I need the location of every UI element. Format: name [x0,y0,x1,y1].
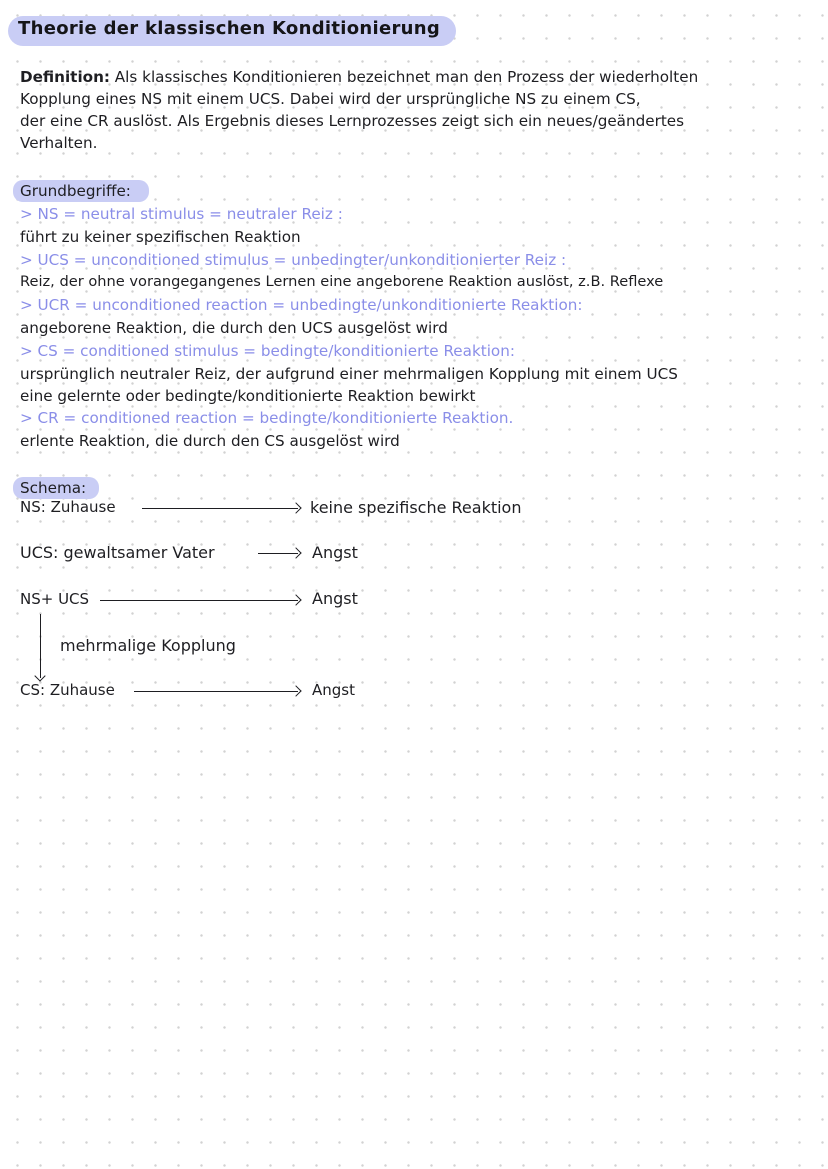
definition-text-1: Als klassisches Konditionieren bezeichnet man den Prozess der wiederholten [114,68,699,86]
schema-row-4-right: Angst [312,681,355,699]
schema-row-1-left: NS: Zuhause [20,498,116,516]
term-ucs-body: Reiz, der ohne vorangegangenes Lernen eine angeborene Reaktion auslöst, z.B. Reflexe [20,273,664,290]
term-cr-body: erlente Reaktion, die durch den CS ausgelöst wird [20,432,400,450]
definition-line-1 [20,67,698,87]
arrow-row-3 [100,600,298,601]
kopplung-label: mehrmalige Kopplung [60,636,236,655]
definition-line-3: der eine CR auslöst. Als Ergebnis dieses Lernprozesses zeigt sich ein neues/geändertes [20,112,685,130]
arrow-row-4 [134,691,298,692]
term-ns-head: > NS = neutral stimulus = neutraler Reiz : [20,205,343,223]
term-cs-head: > CS = conditioned stimulus = bedingte/konditionierte Reaktion: [20,342,515,360]
term-cs-body-1: ursprünglich neutraler Reiz, der aufgrund einer mehrmaligen Kopplung mit einem UCS [20,365,678,383]
term-ucr-head: > UCR = unconditioned reaction = unbedingte/unkonditionierte Reaktion: [20,296,583,314]
schema-row-2-right: Angst [312,543,358,562]
definition-line-2: Kopplung eines NS mit einem UCS. Dabei wird der ursprüngliche NS zu einem CS, [20,90,641,108]
page-title: Theorie der klassischen Konditionierung [18,18,441,39]
definition-label: Definition: [20,68,110,86]
term-ns-body: führt zu keiner spezifischen Reaktion [20,228,301,246]
grundbegriffe-label: Grundbegriffe: [20,182,131,200]
schema-row-3-right: Angst [312,589,358,608]
arrow-row-1 [142,508,298,509]
schema-row-2-left: UCS: gewaltsamer Vater [20,543,215,562]
term-cr-head: > CR = conditioned reaction = bedingte/konditionierte Reaktion. [20,409,514,427]
schema-row-3-left: NS+ UCS [20,590,90,608]
schema-row-1-right: keine spezifische Reaktion [310,498,522,517]
arrow-row-2 [258,553,298,554]
schema-row-4-left: CS: Zuhause [20,681,115,699]
arrow-down [40,614,41,678]
definition-line-4: Verhalten. [20,134,98,152]
term-ucr-body: angeborene Reaktion, die durch den UCS ausgelöst wird [20,319,448,337]
term-cs-body-2: eine gelernte oder bedingte/konditionierte Reaktion bewirkt [20,387,476,405]
term-ucs-head: > UCS = unconditioned stimulus = unbedingter/unkonditionierter Reiz : [20,251,567,269]
schema-label: Schema: [20,479,87,497]
